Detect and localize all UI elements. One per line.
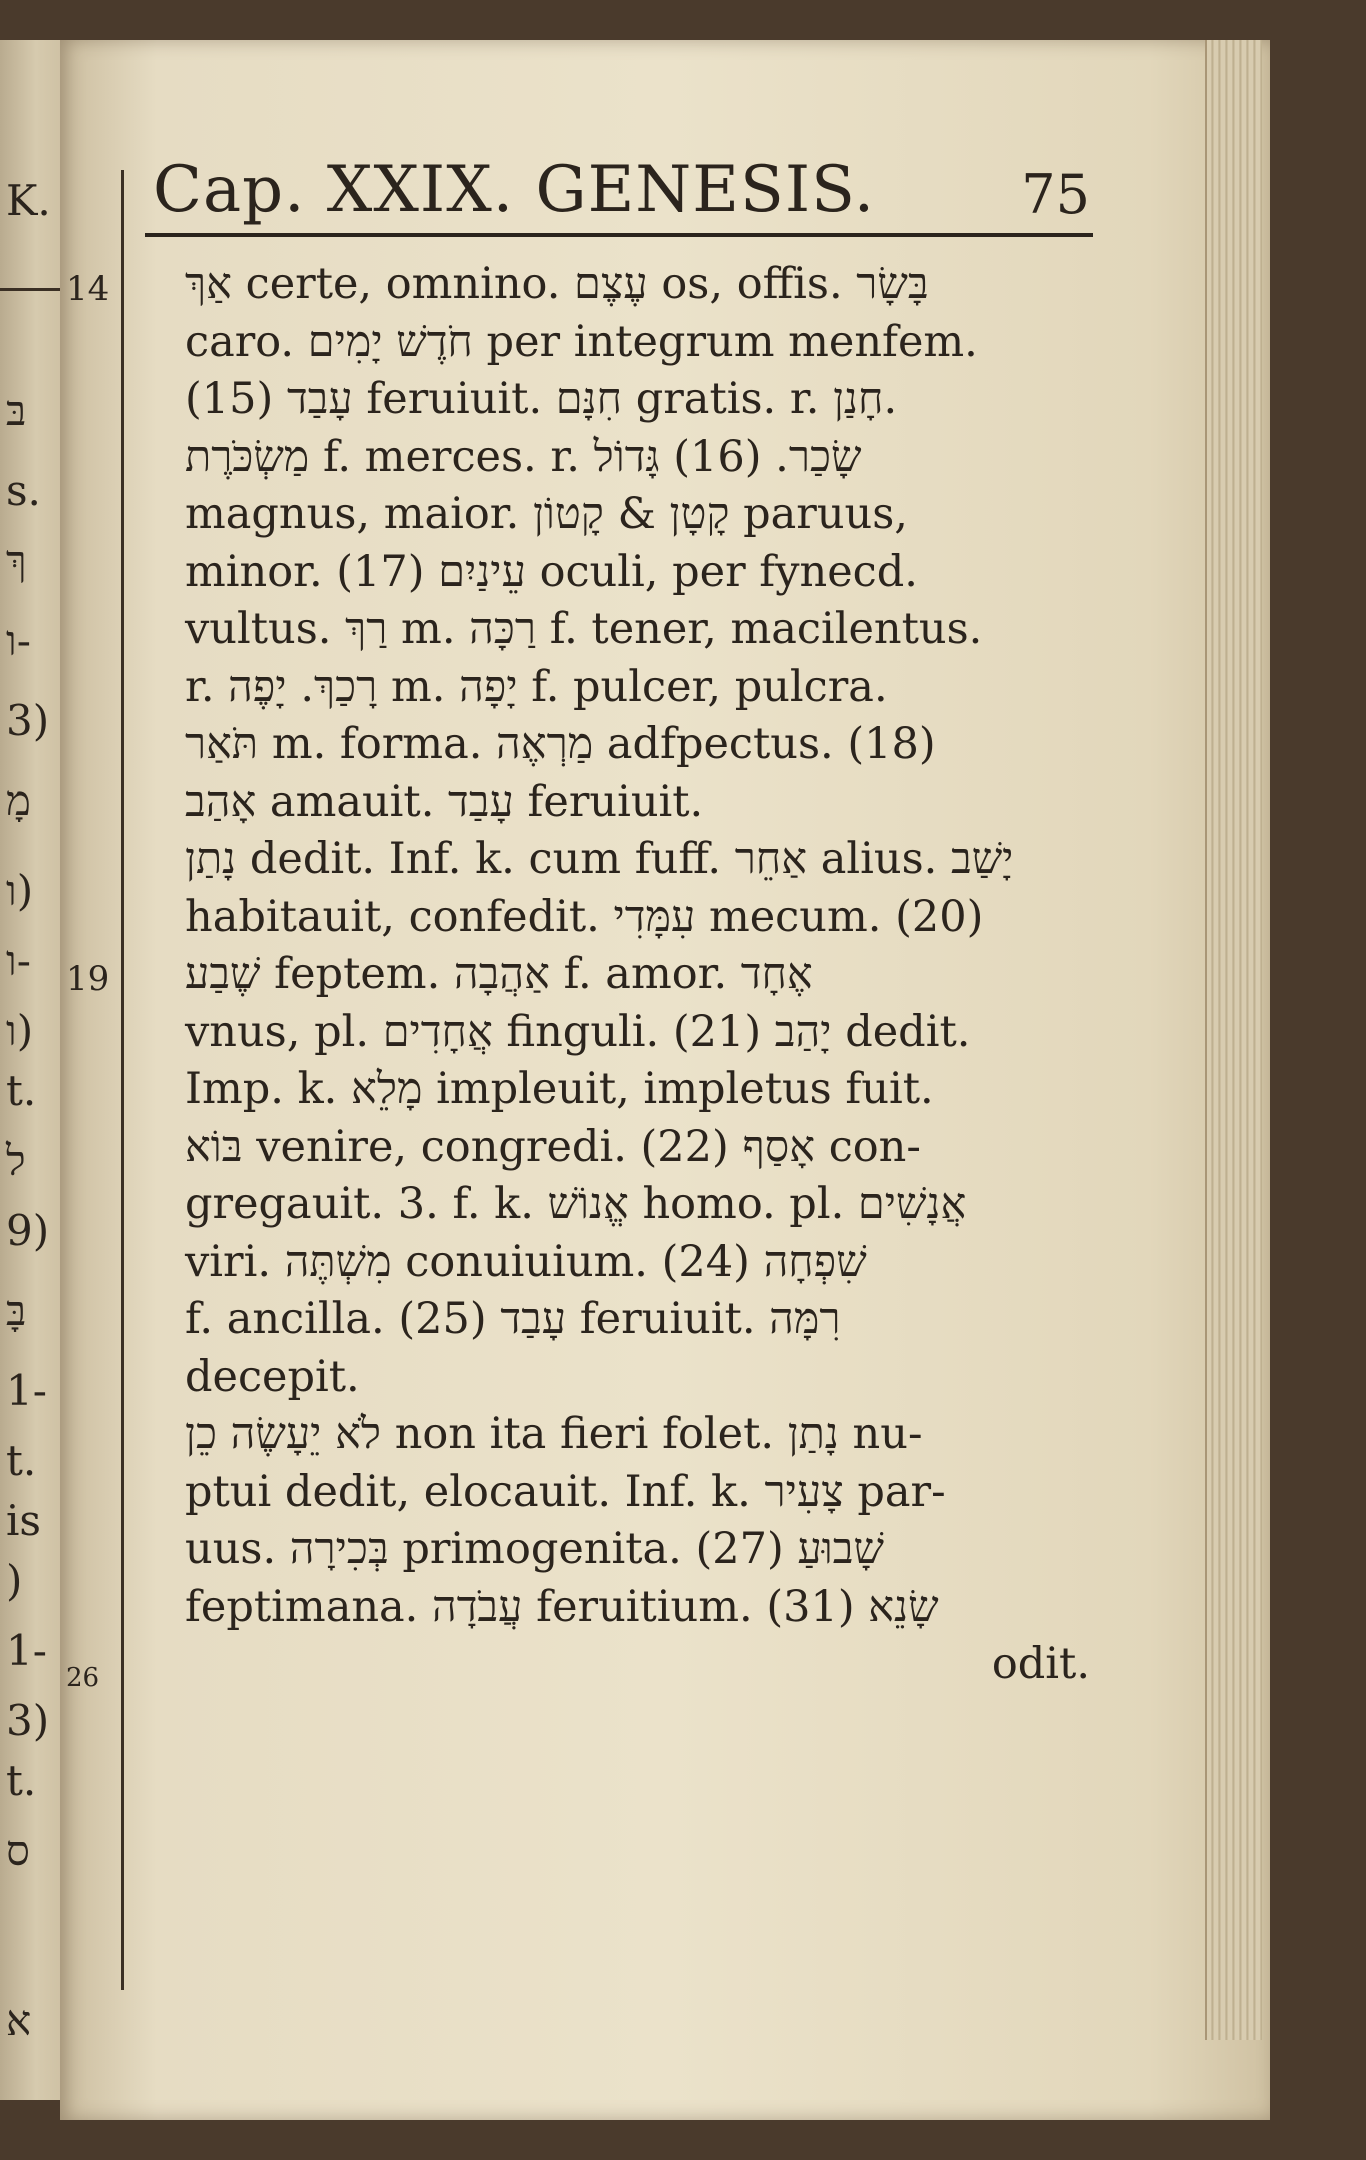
left-page-fragment: ס (6, 1826, 30, 1875)
text-line: magnus, maior. קָטָן & קָטוֹן paruus, (185, 489, 908, 539)
left-page-fragment: K. (6, 176, 51, 225)
left-page-fragment: בּ (6, 386, 27, 435)
page-number: 75 (1021, 163, 1090, 226)
text-line: r. רָכַךְ. יָפֶה m. יָפָה f. pulcer, pulcra. (185, 661, 888, 712)
left-page-fragment: ו- (6, 936, 31, 985)
left-page-fragment: א (6, 1996, 32, 2045)
text-line: habitauit, confedit. עִמָּדִי mecum. (20) (185, 891, 984, 942)
running-title: Cap. XXIX. GENESIS. (153, 153, 876, 227)
left-page-fragment: t. (6, 1756, 37, 1805)
text-line: caro. חֹדֶשׁ יָמִים per integrum menfem. (185, 316, 978, 367)
text-line: Imp. k. מָלֵא impleuit, impletus fuit. (185, 1064, 934, 1114)
page-stack-edges (1205, 40, 1262, 2040)
text-line: בּוֹא venire, congredi. (22) אָסַף con- (185, 1121, 921, 1172)
left-page-fragment: t. (6, 1066, 37, 1115)
left-page-fragment: ו) (6, 866, 34, 915)
left-page-fragment: ל (6, 1136, 26, 1185)
left-page-fragment: בָּ (6, 1286, 27, 1335)
verse-number: 14 (66, 269, 110, 309)
text-line: vultus. רַךְ m. רַכָּה f. tener, macilentus. (185, 604, 983, 654)
text-line: odit. (991, 1639, 1090, 1689)
left-page-fragment: 3) (6, 1696, 50, 1745)
text-line: feptimana. עֲבֹדָה feruitium. (31) שָׂנֵא (185, 1581, 939, 1632)
text-line: אַךְ certe, omnino. עֶצֶם os, offis. בָּשָׂר (185, 259, 929, 309)
text-body (185, 256, 1090, 1694)
text-line: אָהַב amauit. עָבַד feruiuit. (185, 776, 704, 827)
left-page-fragment: מָ (6, 776, 31, 825)
left-page-fragment: 1- (6, 1366, 47, 1415)
left-page-fragment: 9) (6, 1206, 50, 1255)
text-line: שֶׁבַע feptem. אַהֲבָה f. amor. אֶחָד (185, 949, 813, 999)
text-line: decepit. (185, 1351, 360, 1402)
left-page-fragment: ךְ (6, 536, 27, 585)
left-page-fragment: t. (6, 1436, 37, 1485)
left-page-fragment: ) (6, 1556, 23, 1605)
margin-rule (121, 170, 124, 1990)
left-page-fragment: ו) (6, 1006, 34, 1055)
text-line: לֹא יֵעָשֶׂה כֵן non ita fieri folet. נָתַן nu- (185, 1409, 923, 1459)
text-line: uus. בְּכִירָה primogenita. (27) שָׁבוּעַ (185, 1524, 884, 1574)
text-line: vnus, pl. אֲחָדִים finguli. (21) יָהַב dedit. (185, 1006, 971, 1057)
header-rule (145, 233, 1093, 237)
text-line: ptui dedit, elocauit. Inf. k. צָעִיר par- (185, 1466, 946, 1517)
left-page-fragment: is (6, 1496, 41, 1545)
left-page-fragment: s. (6, 466, 41, 515)
text-line: gregauit. 3. f. k. אֱנוֹשׁ homo. pl. אֲנָשִׁים (185, 1179, 967, 1229)
text-line: viri. מִשְׁתֶּה conuiuium. (24) שִׁפְחָה (185, 1236, 867, 1287)
running-header (150, 150, 1095, 230)
verse-number: 19 (66, 959, 110, 999)
left-page-fragment: ו- (6, 616, 31, 665)
text-line: תֹּאַר m. forma. מַרְאֶה adfpectus. (18) (185, 719, 936, 769)
left-page-fragments (2, 40, 60, 2100)
text-line: מַשְׂכֹּרֶת f. merces. r. שָׂכַר. (16) גָּדוֹל (185, 431, 862, 482)
left-page-fragment: 1- (6, 1626, 47, 1675)
left-page-edge (0, 40, 62, 2100)
text-line: minor. (17) עֵינַיִם oculi, per fynecd. (185, 546, 918, 597)
text-line: f. ancilla. (25) עָבַד feruiuit. רִמָּה (185, 1294, 841, 1344)
text-line: (15) עָבַד feruiuit. חִנָּם gratis. r. חָנַן. (185, 374, 898, 424)
text-line: נָתַן dedit. Inf. k. cum fuff. אַחֵר alius. יָשַׁב (185, 834, 1014, 884)
verse-number: 26 (66, 1663, 100, 1693)
left-page-fragment: 3) (6, 696, 50, 745)
